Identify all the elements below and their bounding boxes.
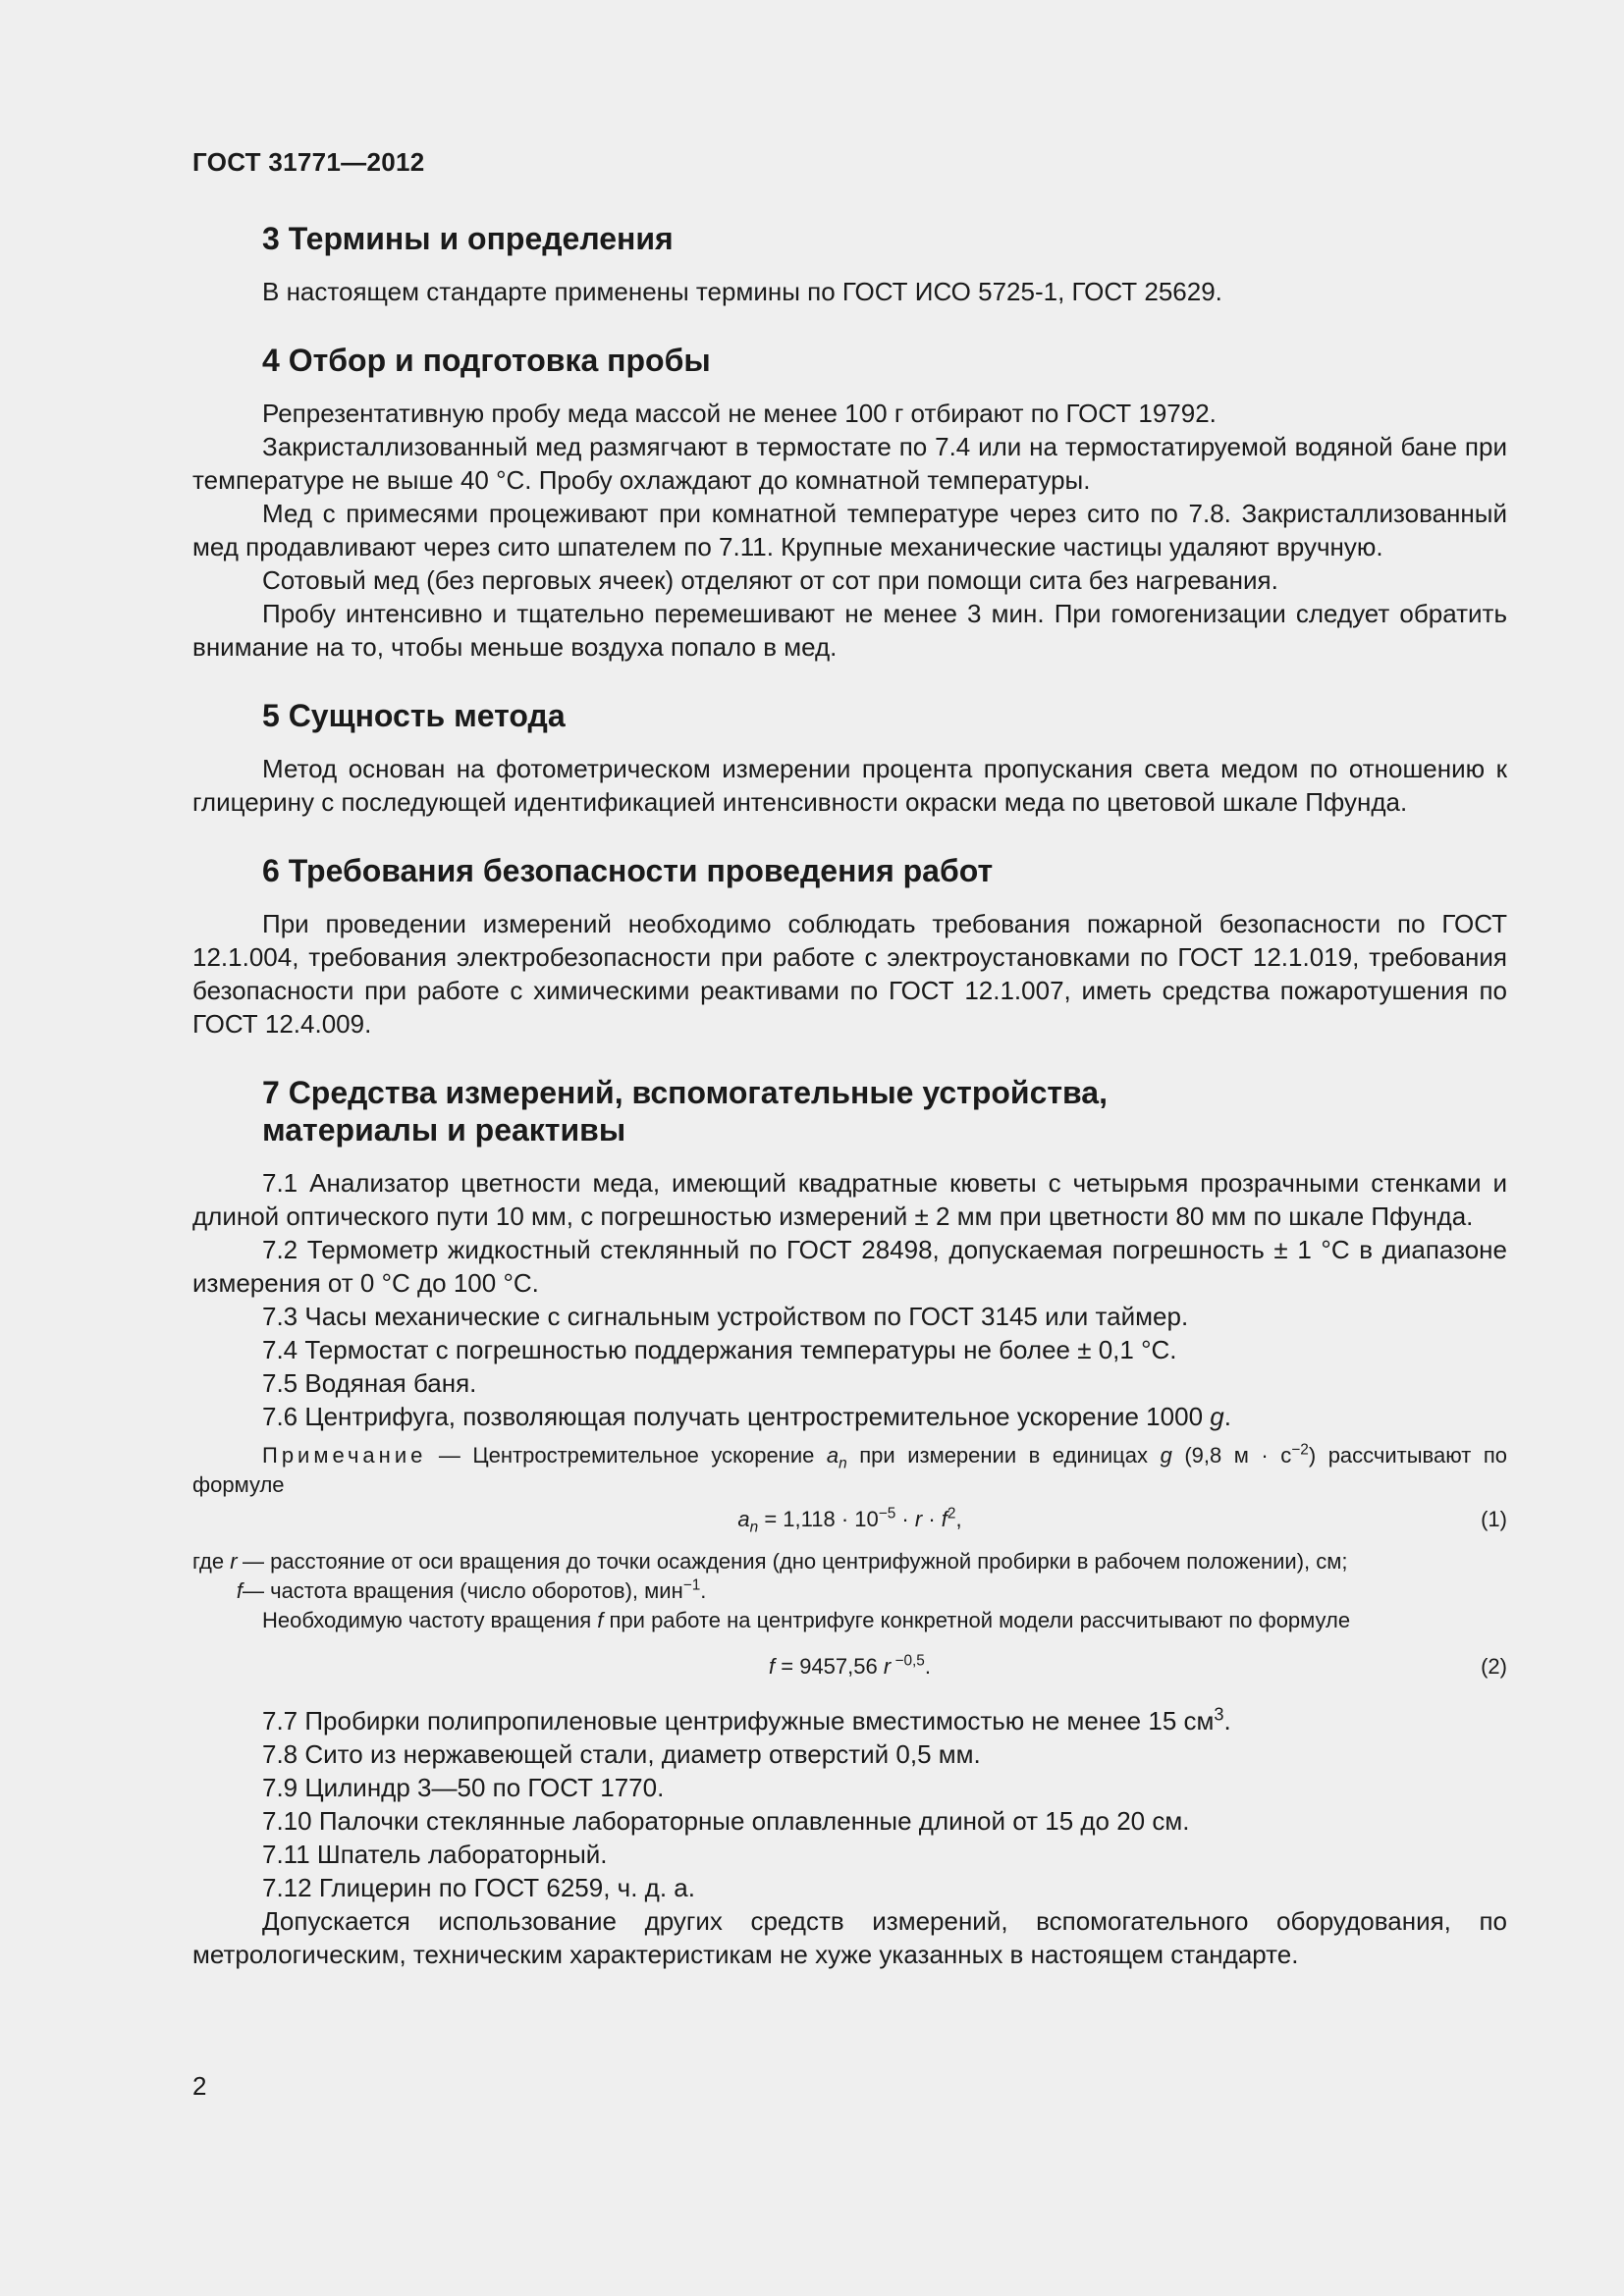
note-a: a (826, 1443, 839, 1468)
formula-1-dot1: · (895, 1507, 915, 1531)
formula-1-n: n (749, 1519, 759, 1536)
legend-row-f (192, 1576, 1507, 1606)
section-4-paragraph: Мед с примесями процеживают при комнатной температуре через сито по 7.8. Закристаллизованный мед продавливают через сито шпателем по 7.11. Крупные механические частицы удаляют вручную. (192, 499, 1507, 561)
formula-2-eq: = 9457,56 (775, 1654, 884, 1679)
item-7-6-g: g (1210, 1402, 1224, 1431)
note-units: (9,8 м · с (1171, 1443, 1292, 1468)
formula-legend (192, 1547, 1507, 1606)
formula-2-end: . (924, 1654, 931, 1679)
item-7-6-end: . (1223, 1402, 1231, 1431)
formula-1-eq: = 1,118 · 10 (758, 1507, 879, 1531)
item-7-8: 7.8 Сито из нержавеющей стали, диаметр отверстий 0,5 мм. (262, 1739, 981, 1769)
item-7-7-end: . (1223, 1706, 1231, 1735)
formula-1-body (737, 1505, 962, 1536)
section-5-title: 5 Сущность метода (262, 698, 566, 733)
freq-text2: при работе на центрифуге конкретной модели рассчитывают по формуле (603, 1608, 1351, 1632)
document-header: ГОСТ 31771—2012 (192, 147, 425, 177)
note-n: n (839, 1455, 847, 1472)
note-mid: при измерении в единицах (846, 1443, 1161, 1468)
item-7-11: 7.11 Шпатель лабораторный. (262, 1840, 608, 1869)
item-7-7-exp: 3 (1214, 1704, 1224, 1725)
formula-1-f: f (941, 1507, 947, 1531)
note-paragraph (192, 1441, 1507, 1500)
section-4-paragraph: Репрезентативную пробу меда массой не менее 100 г отбирают по ГОСТ 19792. (262, 399, 1217, 428)
note-end: ) рассчитывают по формуле (192, 1443, 1508, 1497)
item-7-10: 7.10 Палочки стеклянные лабораторные оплавленные длиной от 15 до 20 см. (262, 1806, 1190, 1836)
frequency-paragraph (192, 1606, 1507, 1635)
formula-2-number: (2) (1481, 1654, 1507, 1679)
section-4-paragraph: Закристаллизованный мед размягчают в термостате по 7.4 или на термостатируемой водяной бане при температуре не выше 40 °С. Пробу охлаждают до комнатной температуры. (192, 432, 1507, 495)
section-4-paragraph: Пробу интенсивно и тщательно перемешивают не менее 3 мин. При гомогенизации следует обратить внимание на то, чтобы меньше воздуха попало в мед. (192, 599, 1507, 662)
item-7-7-text: 7.7 Пробирки полипропиленовые центрифужные вместимостью не менее 15 см (262, 1706, 1215, 1735)
item-7-2: 7.2 Термометр жидкостный стеклянный по ГОСТ 28498, допускаемая погрешность ± 1 °С в диапазоне измерения от 0 °С до 100 °С. (192, 1235, 1507, 1298)
formula-1-dot2: · (922, 1507, 942, 1531)
item-7-12: 7.12 Глицерин по ГОСТ 6259, ч. д. а. (262, 1873, 695, 1902)
item-7-6-text: 7.6 Центрифуга, позволяющая получать центростремительное ускорение 1000 (262, 1402, 1204, 1431)
item-7-6 (192, 1400, 1507, 1433)
formula-1-comma: , (955, 1507, 962, 1531)
item-7-7 (192, 1704, 1507, 1737)
note-dash: — Центростремительное ускорение (426, 1443, 827, 1468)
formula-2-r: r (883, 1654, 892, 1679)
legend-f-exp: −1 (682, 1576, 701, 1594)
formula-1-exp: −5 (878, 1505, 896, 1522)
legend-f-symbol: f (236, 1578, 243, 1603)
formula-1 (192, 1500, 1507, 1539)
freq-text1: Необходимую частоту вращения (262, 1608, 598, 1632)
where-label: где (192, 1549, 225, 1574)
section-5-paragraph: Метод основан на фотометрическом измерении процента пропускания света медом по отношению к глицерину с последующей идентификацией интенсивности окраски меда по цветовой шкале Пфунда. (192, 754, 1507, 817)
legend-row-r (192, 1547, 1507, 1576)
document-body (192, 220, 1507, 1971)
section-3-title: 3 Термины и определения (262, 221, 674, 256)
section-4-title: 4 Отбор и подготовка пробы (262, 343, 711, 378)
section-7-title-line2: материалы и реактивы (262, 1112, 626, 1148)
page-number: 2 (192, 2071, 207, 2101)
legend-f-description: — частота вращения (число оборотов), мин (243, 1578, 683, 1603)
section-6-title: 6 Требования безопасности проведения работ (262, 853, 994, 888)
item-7-9: 7.9 Цилиндр 3—50 по ГОСТ 1770. (262, 1773, 665, 1802)
formula-1-sq: 2 (947, 1505, 956, 1522)
formula-1-r: r (914, 1507, 923, 1531)
section-3-paragraph: В настоящем стандарте применены термины по ГОСТ ИСО 5725-1, ГОСТ 25629. (262, 277, 1222, 306)
item-7-5: 7.5 Водяная баня. (262, 1368, 477, 1398)
freq-f: f (597, 1608, 604, 1632)
item-7-4: 7.4 Термостат с погрешностью поддержания температуры не более ± 0,1 °С. (262, 1335, 1177, 1364)
legend-f-end: . (700, 1578, 707, 1603)
section-4-paragraph: Сотовый мед (без перговых ячеек) отделяют от сот при помощи сита без нагревания. (262, 565, 1278, 595)
section-7-title-line1: 7 Средства измерений, вспомогательные устройства, (262, 1075, 1108, 1110)
note-exp: −2 (1291, 1441, 1309, 1459)
final-paragraph: Допускается использование других средств измерений, вспомогательного оборудования, по метрологическим, техническим характеристикам не хуже указанных в настоящем стандарте. (192, 1906, 1507, 1969)
formula-2 (192, 1647, 1507, 1686)
section-7-title (192, 1074, 1507, 1148)
legend-r-symbol: r (230, 1549, 238, 1574)
legend-r-description: — расстояние от оси вращения до точки осаждения (дно центрифужной пробирки в рабочем положении), см; (243, 1549, 1348, 1574)
section-6-paragraph: При проведении измерений необходимо соблюдать требования пожарной безопасности по ГОСТ 12.1.004, требования электробезопасности при работе с электроустановками по ГОСТ 12.1.019, требования безопасности при работе с химическими реактивами по ГОСТ 12.1.007, иметь средства пожаротушения по ГОСТ 12.4.009. (192, 909, 1507, 1039)
formula-2-exp: −0,5 (891, 1652, 925, 1670)
formula-1-number: (1) (1481, 1507, 1507, 1531)
formula-1-a: a (737, 1507, 750, 1531)
formula-2-f: f (769, 1654, 776, 1679)
note-g: g (1160, 1443, 1172, 1468)
note-label: Примечание (262, 1443, 427, 1468)
item-7-3: 7.3 Часы механические с сигнальным устройством по ГОСТ 3145 или таймер. (262, 1302, 1189, 1331)
formula-2-body (769, 1654, 931, 1679)
item-7-1: 7.1 Анализатор цветности меда, имеющий квадратные кюветы с четырьмя прозрачными стенками и длиной оптического пути 10 мм, с погрешностью измерений ± 2 мм при цветности 80 мм по шкале Пфунда. (192, 1168, 1507, 1231)
